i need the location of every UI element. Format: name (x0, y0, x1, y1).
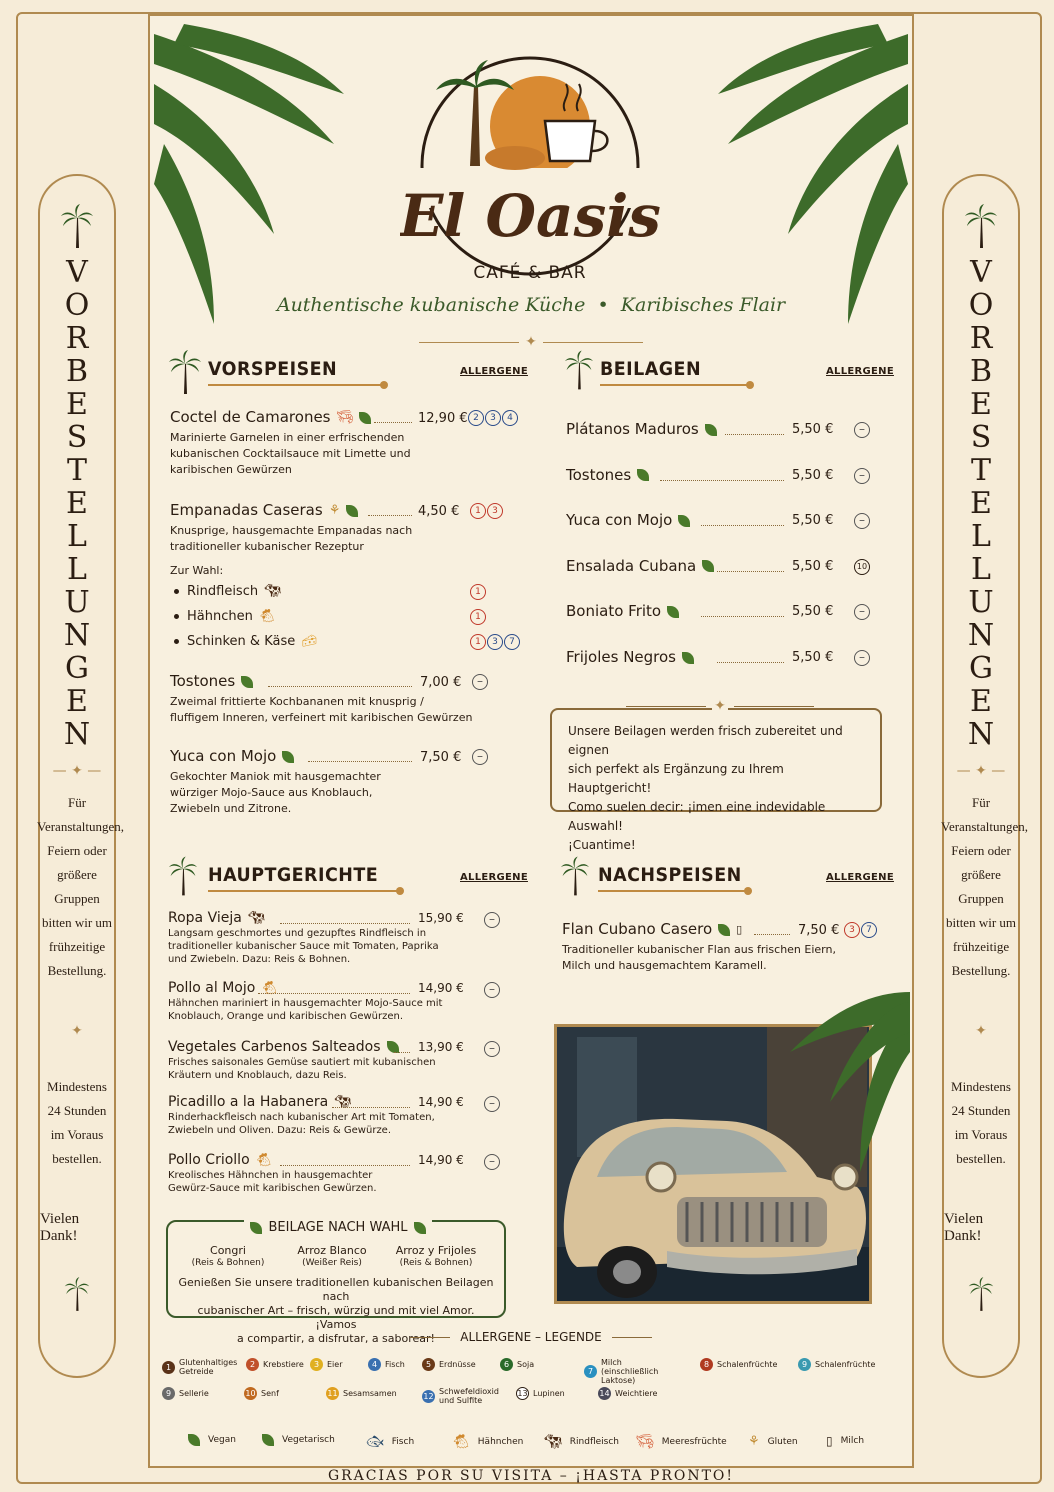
item-price: 5,50 € (792, 558, 834, 574)
legend-item: 7 Milch (einschließlich Laktose) (584, 1358, 674, 1385)
side-thanks: Vielen Dank! (40, 1211, 80, 1244)
leaf-icon (359, 412, 371, 424)
chicken-icon: 🐔︎ (452, 1434, 470, 1450)
diet-legend-item: Vegan (188, 1434, 236, 1446)
menu-item: Flan Cubano Casero ▯ Traditioneller kubanischer Flan aus frischen Eiern, Milch und hausgemachtem Karamell. (562, 920, 892, 974)
beilage-text: Genießen Sie unsere traditionellen kubanischen Beilagen nach cubanischer Art – frisch, würzig und mit viel Amor. ¡Vamos a compartir, a disfrutar, a saborear! (178, 1276, 494, 1345)
side-word-letter: B (969, 354, 993, 389)
leaf-icon (705, 424, 717, 436)
allergen-none-icon: – (484, 982, 500, 998)
allergene-header: ALLERGENE (460, 872, 528, 883)
side-word-letter: E (970, 387, 992, 422)
side-text-line: Mindestens (951, 1079, 1011, 1094)
item-price: 4,50 € (418, 504, 460, 519)
legend-item: 3 Eier (310, 1358, 400, 1371)
side-word-letter: E (66, 684, 88, 719)
leaf-icon (414, 1222, 426, 1234)
choice-item: Schinken & Käse 🧀︎ (174, 634, 318, 649)
legend-item: 12 Schwefeldioxid und Sulfite (423, 1387, 499, 1405)
item-desc: Gekochter Maniok mit hausgemachter würziger Mojo-Sauce aus Knoblauch, Zwiebeln und Zitrone. (170, 770, 381, 815)
leaf-icon (282, 751, 294, 763)
allergen-codes: 1 3 7 (470, 634, 520, 650)
side-word-letter: T (66, 453, 87, 488)
side-text-line: Bestellung. (951, 963, 1011, 978)
side-word-letter: E (66, 387, 88, 422)
legend-item: 1 Glutenhaltiges Getreide (162, 1358, 238, 1376)
palm-icon (564, 350, 594, 390)
allergene-header: ALLERGENE (826, 366, 894, 377)
legend-item: 9 Schalenfrüchte (798, 1358, 888, 1371)
side-word-letter: G (969, 651, 993, 686)
palm-icon (560, 856, 590, 896)
allergen-codes: – (854, 604, 870, 620)
diet-legend-item: ▯ Milch (826, 1434, 865, 1448)
choice-label: Zur Wahl: (170, 564, 224, 577)
section-title: VORSPEISEN (208, 358, 338, 380)
cheese-icon: 🧀︎ (301, 634, 318, 649)
item-price: 15,90 € (418, 911, 464, 925)
menu-item: Yuca con Mojo (566, 511, 690, 529)
item-desc: Zweimal frittierte Kochbananen mit knusprig / fluffigem Inneren, verfeinert mit karibischen Gewürzen (170, 695, 473, 724)
menu-item: Pollo Criollo 🐔︎ Kreolisches Hähnchen in hausgemachter Gewürz-Sauce mit karibischen Gewürzen. (168, 1152, 458, 1195)
side-word-letter: N (967, 618, 995, 653)
side-word-letter: T (970, 453, 991, 488)
footer-text: GRACIAS POR SU VISITA – ¡HASTA PRONTO! (327, 1468, 735, 1484)
brand-logo (400, 56, 660, 306)
item-desc: Marinierte Garnelen in einer erfrischenden kubanischen Cocktailsauce mit Limette und karibischen Gewürzen (170, 431, 411, 476)
side-text-line: frühzeitige (952, 939, 1010, 954)
side-word-letter: O (968, 288, 994, 323)
item-price: 7,50 € (420, 750, 462, 765)
menu-item: Ropa Vieja 🐄︎ Langsam geschmortes und gezupftes Rindfleisch in traditioneller kubanischer Sauce mit Tomaten, Paprika und Zwiebeln. Dazu: Reis & Bohnen. (168, 910, 458, 966)
section-vorspeisen-header (168, 346, 528, 386)
legend-item: 5 Erdnüsse (422, 1358, 512, 1371)
bottle-icon: ▯ (826, 1434, 833, 1448)
legend-item: 2 Krebstiere (246, 1358, 336, 1371)
shrimp-icon: 🦐︎ (636, 1434, 654, 1450)
leaf-icon (346, 505, 358, 517)
allergen-codes: 2 3 4 (468, 410, 518, 426)
side-word-letter: R (65, 321, 89, 356)
side-word-letter: L (971, 552, 991, 587)
side-text-line: Feiern oder (47, 843, 107, 858)
diet-legend-item: 🦐︎ Meeresfrüchte (636, 1434, 727, 1450)
beilage-option: Arroz Blanco (Weißer Reis) (297, 1244, 367, 1268)
side-text-line: Veranstaltungen, (37, 819, 125, 834)
item-desc: Hähnchen mariniert in hausgemachter Mojo-Sauce mit Knoblauch, Orange und karibischen Gewürzen. (168, 998, 443, 1022)
beilage-title: BEILAGE NACH WAHL (268, 1220, 408, 1235)
menu-page (148, 14, 914, 1484)
side-text-line: 24 Stunden (47, 1103, 107, 1118)
side-word-letter: L (67, 519, 87, 554)
section-hauptgerichte-header (168, 852, 528, 892)
side-word-letter: E (970, 486, 992, 521)
allergen-none-icon: – (484, 1096, 500, 1112)
item-desc: Traditioneller kubanischer Flan aus frischen Eiern, Milch und hausgemachtem Karamell. (562, 943, 836, 972)
side-word-letter: N (63, 618, 91, 653)
legend-item: 9 Sellerie (162, 1387, 252, 1400)
allergen-codes: – (854, 468, 870, 484)
menu-item: Pollo al Mojo 🐔︎ Hähnchen mariniert in hausgemachter Mojo-Sauce mit Knoblauch, Orange und karibischen Gewürzen. (168, 980, 458, 1023)
allergen-codes: – (854, 650, 870, 666)
shrimp-icon: 🦐︎ (336, 410, 354, 425)
side-divider: ✦ (71, 1023, 83, 1039)
side-text-line: bestellen. (52, 1151, 102, 1166)
tagline: Authentische kubanische Küche • Karibisches Flair (276, 294, 786, 316)
palm-icon (968, 1277, 994, 1311)
cow-icon: 🐄︎ (334, 1094, 351, 1110)
item-price: 7,00 € (420, 675, 462, 690)
item-price: 5,50 € (792, 422, 834, 437)
allergen-none-icon: – (484, 912, 500, 928)
side-word-letter: R (969, 321, 993, 356)
allergen-codes: 1 (470, 609, 486, 625)
side-text-advance (37, 1075, 117, 1171)
menu-item: Boniato Frito (566, 602, 679, 620)
beilage-nach-wahl-box (166, 1220, 506, 1345)
item-price: 7,50 € (798, 923, 840, 938)
menu-item: Plátanos Maduros (566, 420, 717, 438)
side-word-letter: B (65, 354, 89, 389)
menu-item: Coctel de Camarones 🦐︎ Marinierte Garnelen in einer erfrischenden kubanischen Cocktailsauce mit Limette und karibischen Gewürzen (170, 408, 530, 478)
palm-leaves-decoration (154, 24, 344, 324)
item-desc: Rinderhackfleisch nach kubanischer Art mit Tomaten, Zwiebeln und Oliven. Dazu: Reis & Gewürze. (168, 1112, 435, 1136)
item-desc: Knusprige, hausgemachte Empanadas nach traditioneller kubanischer Rezeptur (170, 524, 413, 553)
side-text-line: größere Gruppen (54, 867, 100, 906)
side-word-letter: L (971, 519, 991, 554)
side-text-line: Mindestens (47, 1079, 107, 1094)
menu-item: Empanadas Caseras ⚘ Knusprige, hausgemachte Empanadas nach traditioneller kubanischer Rezeptur (170, 501, 530, 555)
legend-item: 8 Schalenfrüchte (700, 1358, 790, 1371)
wheat-icon: ⚘ (328, 503, 341, 518)
beilage-option: Congri (Reis & Bohnen) (191, 1244, 265, 1268)
side-word-letter: S (66, 420, 88, 455)
item-price: 5,50 € (792, 513, 834, 529)
leaf-icon (250, 1222, 262, 1234)
allergen-codes: 1 3 (470, 503, 503, 519)
menu-item: Frijoles Negros (566, 648, 694, 666)
allergene-header: ALLERGENE (826, 872, 894, 883)
leaf-icon (702, 560, 714, 572)
side-text-advance (941, 1075, 1021, 1171)
palm-icon (64, 1277, 90, 1311)
brand-subtitle: CAFÉ & BAR (473, 263, 587, 283)
section-title: NACHSPEISEN (598, 864, 742, 886)
legend-item: 6 Soja (500, 1358, 590, 1371)
section-beilagen-header (564, 346, 894, 386)
allergen-codes: 10 (854, 559, 870, 575)
legend-item: 11 Sesamsamen (327, 1389, 397, 1398)
side-word-letter: E (970, 684, 992, 719)
allergen-codes: – (854, 422, 870, 438)
palm-icon (168, 856, 198, 896)
legend-item: 4 Fisch (368, 1358, 458, 1371)
right-side-banner (920, 14, 1038, 1454)
section-title: BEILAGEN (600, 358, 702, 380)
wheat-icon: ⚘ (748, 1434, 760, 1449)
side-text-line: frühzeitige (48, 939, 106, 954)
legend-item: 10 Senf (245, 1389, 279, 1398)
legend-item: 13 Lupinen (517, 1389, 565, 1398)
section-nachspeisen-header (560, 852, 894, 892)
item-price: 5,50 € (792, 467, 834, 483)
menu-item: Vegetales Carbenos Salteados Frisches saisonales Gemüse sautiert mit kubanischen Kräutern und Knoblauch, dazu Reis. (168, 1039, 458, 1082)
item-price: 13,90 € (418, 1040, 464, 1054)
side-text-line: bitten wir um (41, 915, 113, 930)
palm-leaves-decoration (718, 24, 908, 324)
side-divider: — ✦ — (956, 763, 1006, 779)
side-text-line: Feiern oder (951, 843, 1011, 858)
side-word-letter: U (64, 585, 90, 620)
fish-icon: 🐟︎ (366, 1434, 384, 1450)
chicken-icon: 🐔︎ (261, 980, 278, 996)
item-desc: Kreolisches Hähnchen in hausgemachter Gewürz-Sauce mit karibischen Gewürzen. (168, 1170, 377, 1194)
chicken-icon: 🐔︎ (258, 609, 276, 624)
bottle-icon: ▯ (736, 923, 743, 936)
side-text-line: im Voraus (954, 1127, 1008, 1142)
legend-title: ALLERGENE – LEGENDE (150, 1330, 912, 1344)
beilage-option: Arroz y Frijoles (Reis & Bohnen) (395, 1244, 477, 1268)
palm-icon (168, 350, 202, 394)
menu-item: Ensalada Cubana (566, 557, 714, 575)
item-desc: Langsam geschmortes und gezupftes Rindfleisch in traditioneller kubanischer Sauce mit Tomaten, Paprika und Zwiebeln. Dazu: Reis & Bohnen. (168, 928, 439, 965)
leaf-icon (682, 652, 694, 664)
allergen-codes: 3 7 (844, 922, 877, 938)
side-vertical-word (64, 256, 90, 751)
side-text-line: bestellen. (956, 1151, 1006, 1166)
leaf-icon (667, 606, 679, 618)
allergene-header: ALLERGENE (460, 366, 528, 377)
item-price: 5,50 € (792, 650, 834, 665)
palm-leaves-decoration (790, 982, 910, 1172)
menu-item: Tostones (566, 466, 649, 484)
side-word-letter: O (64, 288, 90, 323)
side-divider: ✦ (975, 1023, 987, 1039)
allergen-codes: – (854, 513, 870, 529)
side-word-letter: U (968, 585, 994, 620)
cow-icon: 🐄︎ (247, 910, 265, 926)
item-desc: Frisches saisonales Gemüse sautiert mit kubanischen Kräutern und Knoblauch, dazu Reis. (168, 1057, 436, 1081)
side-text-events (941, 791, 1029, 983)
legend-item: 14 Weichtiere (599, 1389, 658, 1398)
side-text-line: 24 Stunden (951, 1103, 1011, 1118)
palm-icon (964, 204, 998, 248)
diet-legend-item: ⚘ Gluten (748, 1434, 798, 1449)
side-word-letter: N (967, 717, 995, 752)
side-word-letter: N (63, 717, 91, 752)
leaf-icon (718, 924, 730, 936)
side-vertical-word (968, 256, 994, 751)
allergen-none-icon: – (484, 1041, 500, 1057)
item-price: 14,90 € (418, 1095, 464, 1109)
side-text-line: größere Gruppen (958, 867, 1004, 906)
leaf-icon (241, 676, 253, 688)
side-text-line: Veranstaltungen, (941, 819, 1029, 834)
cow-icon: 🐄︎ (264, 584, 281, 599)
allergen-codes: – (472, 674, 488, 690)
leaf-icon (678, 515, 690, 527)
leaf-icon (188, 1434, 200, 1446)
side-text-line: Für (971, 795, 991, 810)
side-text-line: bitten wir um (945, 915, 1017, 930)
side-text-line: Bestellung. (47, 963, 107, 978)
side-word-letter: V (66, 255, 88, 290)
menu-item: Yuca con Mojo Gekochter Maniok mit hausgemachter würziger Mojo-Sauce aus Knoblauch, Zwiebeln und Zitrone. (170, 747, 530, 817)
beilagen-note: Unsere Beilagen werden frisch zubereitet und eignen sich perfekt als Ergänzung zu Ihrem Hauptgericht! Como suelen decir: ¡imen eine indevidable Auswahl! ¡Cuantime! (550, 708, 882, 812)
diet-legend-item: 🐄︎ Rindfleisch (544, 1434, 619, 1450)
side-panel (941, 174, 1029, 1378)
diet-legend-item: Vegetarisch (262, 1434, 335, 1446)
palm-icon (60, 204, 94, 248)
allergen-codes: 1 (470, 584, 486, 600)
side-divider: — ✦ — (52, 763, 102, 779)
item-price: 12,90 € (418, 411, 468, 426)
chicken-icon: 🐔︎ (255, 1152, 273, 1168)
brand-name: El Oasis (400, 182, 660, 250)
diet-legend-item: 🐟︎ Fisch (366, 1434, 415, 1450)
leaf-icon (262, 1434, 274, 1446)
left-side-banner (16, 14, 134, 1454)
ornament-divider: ✦ (610, 698, 830, 714)
side-thanks: Vielen Dank! (944, 1211, 984, 1244)
menu-item: Picadillo a la Habanera 🐄︎ Rinderhackfleisch nach kubanischer Art mit Tomaten, Zwiebeln und Oliven. Dazu: Reis & Gewürze. (168, 1094, 458, 1137)
side-word-letter: L (67, 552, 87, 587)
menu-item: Tostones Zweimal frittierte Kochbananen mit knusprig / fluffigem Inneren, verfeinert mit karibischen Gewürzen (170, 672, 530, 726)
item-price: 14,90 € (418, 981, 464, 995)
allergen-none-icon: – (484, 1154, 500, 1170)
item-price: 14,90 € (418, 1153, 464, 1167)
side-text-line: im Voraus (50, 1127, 104, 1142)
side-word-letter: G (65, 651, 89, 686)
side-word-letter: V (970, 255, 992, 290)
item-price: 5,50 € (792, 604, 834, 620)
diet-legend-item: 🐔︎ Hähnchen (452, 1434, 524, 1450)
side-panel (37, 174, 125, 1378)
choice-item: Rindfleisch 🐄︎ (174, 584, 281, 599)
side-word-letter: S (970, 420, 992, 455)
side-word-letter: E (66, 486, 88, 521)
ornament-divider: ✦ (410, 334, 652, 350)
side-text-events (37, 791, 125, 983)
side-text-line: Für (67, 795, 87, 810)
section-title: HAUPTGERICHTE (208, 864, 379, 886)
choice-item: Hähnchen 🐔︎ (174, 609, 275, 624)
cow-icon: 🐄︎ (544, 1434, 562, 1450)
allergen-codes: – (472, 749, 488, 765)
leaf-icon (637, 469, 649, 481)
